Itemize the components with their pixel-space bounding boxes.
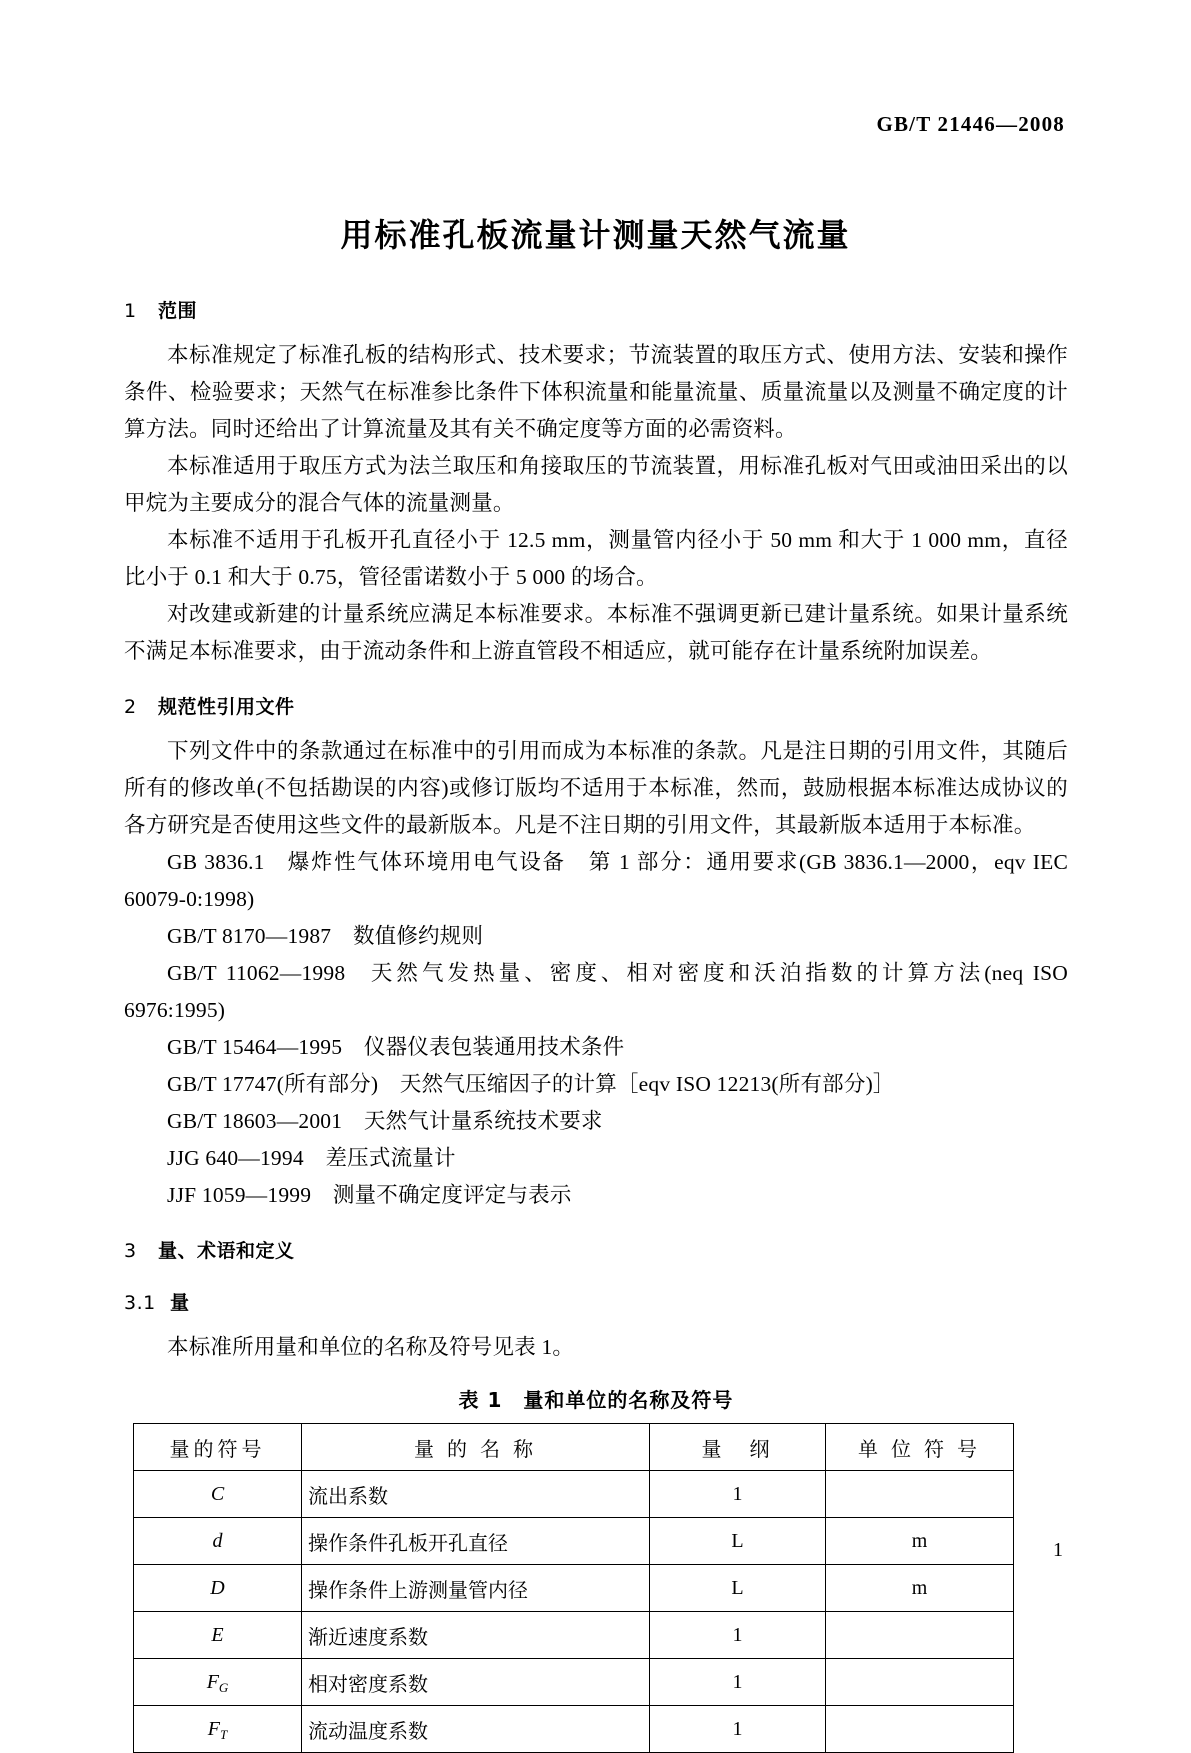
section-1-heading (124, 300, 1068, 323)
cell-symbol (134, 1471, 302, 1518)
paragraph: 对改建或新建的计量系统应满足本标准要求。本标准不强调更新已建计量系统。如果计量系统不满足本标准要求，由于流动条件和上游直管段不相适应，就可能存在计量系统附加误差。 (124, 601, 1068, 663)
symbol-base: D (210, 1576, 225, 1599)
cell-unit (826, 1471, 1014, 1518)
cell-dimension: 1 (650, 1706, 826, 1753)
paragraph: 本标准适用于取压方式为法兰取压和角接取压的节流装置，用标准孔板对气田或油田采出的以甲烷为主要成分的混合气体的流量测量。 (124, 453, 1068, 515)
section-3-title: 量、术语和定义 (158, 1239, 295, 1262)
symbol-base: F (206, 1670, 219, 1693)
reference-item: GB/T 11062—1998 天然气发热量、密度、相对密度和沃泊指数的计算方法(neq ISO 6976:1995) (124, 960, 1068, 1022)
table-row (134, 1706, 1014, 1753)
section-1-title: 范围 (158, 300, 198, 322)
paragraph: 本标准不适用于孔板开孔直径小于 12.5 mm，测量管内径小于 50 mm 和大于 1 000 mm，直径比小于 0.1 和大于 0.75，管径雷诺数小于 5 000 的场合。 (124, 527, 1068, 589)
cell-name: 操作条件孔板开孔直径 (302, 1518, 650, 1565)
cell-name: 操作条件上游测量管内径 (302, 1565, 650, 1612)
cell-dimension: 1 (650, 1659, 826, 1706)
section-2-paragraphs (124, 733, 1068, 844)
cell-symbol (134, 1518, 302, 1565)
cell-symbol (134, 1565, 302, 1612)
section-1 (124, 300, 1068, 670)
section-2 (124, 696, 1068, 1214)
column-header-unit: 单 位 符 号 (826, 1424, 1014, 1471)
table-row (134, 1659, 1014, 1706)
cell-name: 渐近速度系数 (302, 1612, 650, 1659)
cell-name: 流动温度系数 (302, 1706, 650, 1753)
symbol-base: C (210, 1482, 225, 1505)
cell-dimension: L (650, 1565, 826, 1612)
section-2-title: 规范性引用文件 (158, 695, 295, 718)
paragraph: 本标准规定了标准孔板的结构形式、技术要求；节流装置的取压方式、使用方法、安装和操作条件、检验要求；天然气在标准参比条件下体积流量和能量流量、质量流量以及测量不确定度的计算方法。同时还给出了计算流量及其有关不确定度等方面的必需资料。 (124, 342, 1068, 441)
column-header-symbol: 量的符号 (134, 1424, 302, 1471)
subsection-3-1-title: 量 (170, 1292, 190, 1315)
cell-name: 流出系数 (302, 1471, 650, 1518)
cell-unit: m (826, 1518, 1014, 1565)
table-caption: 表 1 量和单位的名称及符号 (458, 1388, 734, 1413)
subsection-3-1-heading (124, 1288, 1068, 1315)
reference-item: JJG 640—1994 差压式流量计 (167, 1145, 456, 1170)
section-1-number: 1 (124, 300, 137, 322)
cell-dimension: L (650, 1518, 826, 1565)
column-header-dimension: 量 纲 (650, 1424, 826, 1471)
reference-item: GB 3836.1 爆炸性气体环境用电气设备 第 1 部分：通用要求(GB 3836.1—2000，eqv IEC 60079-0:1998) (124, 849, 1068, 911)
document-body (124, 300, 1068, 1753)
reference-item: GB/T 15464—1995 仪器仪表包装通用技术条件 (167, 1034, 625, 1059)
section-3-number: 3 (124, 1239, 137, 1262)
table-row (134, 1565, 1014, 1612)
symbol-subscript: G (218, 1679, 229, 1695)
column-header-name: 量 的 名 称 (302, 1424, 650, 1471)
section-1-paragraphs (124, 337, 1068, 670)
reference-item: GB/T 17747(所有部分) 天然气压缩因子的计算［eqv ISO 12213(所有部分)］ (167, 1071, 895, 1096)
cell-symbol (134, 1706, 302, 1753)
quantities-table (133, 1423, 1014, 1753)
cell-symbol (134, 1612, 302, 1659)
paragraph: 下列文件中的条款通过在标准中的引用而成为本标准的条款。凡是注日期的引用文件，其随后所有的修改单(不包括勘误的内容)或修订版均不适用于本标准，然而，鼓励根据本标准达成协议的各方研究是否使用这些文件的最新版本。凡是不注日期的引用文件，其最新版本适用于本标准。 (124, 738, 1068, 837)
normative-reference-list (124, 844, 1068, 1214)
section-3 (124, 1240, 1068, 1263)
cell-unit (826, 1706, 1014, 1753)
table-header-row (134, 1424, 1014, 1471)
table-row (134, 1612, 1014, 1659)
cell-symbol (134, 1659, 302, 1706)
cell-unit (826, 1659, 1014, 1706)
cell-dimension: 1 (650, 1471, 826, 1518)
reference-item: GB/T 18603—2001 天然气计量系统技术要求 (167, 1108, 603, 1133)
reference-item: GB/T 8170—1987 数值修约规则 (167, 923, 484, 948)
page-number: 1 (1053, 1539, 1063, 1561)
subsection-3-1-paragraphs (124, 1329, 1068, 1366)
symbol-base: F (207, 1717, 220, 1740)
section-2-number: 2 (124, 695, 137, 718)
symbol-subscript: T (219, 1726, 228, 1742)
page-title: 用标准孔板流量计测量天然气流量 (340, 216, 851, 254)
cell-dimension: 1 (650, 1612, 826, 1659)
paragraph: 本标准所用量和单位的名称及符号见表 1。 (167, 1335, 575, 1360)
section-3-heading (124, 1240, 1068, 1263)
cell-unit (826, 1612, 1014, 1659)
symbol-base: E (211, 1623, 224, 1646)
subsection-3-1-number: 3.1 (124, 1292, 156, 1315)
table-row (134, 1518, 1014, 1565)
cell-name: 相对密度系数 (302, 1659, 650, 1706)
running-header-standard-code: GB/T 21446—2008 (876, 112, 1065, 136)
subsection-3-1 (124, 1288, 1068, 1366)
cell-unit: m (826, 1565, 1014, 1612)
symbol-base: d (212, 1529, 223, 1552)
reference-item: JJF 1059—1999 测量不确定度评定与表示 (167, 1182, 572, 1207)
section-2-heading (124, 696, 1068, 719)
table-row (134, 1471, 1014, 1518)
